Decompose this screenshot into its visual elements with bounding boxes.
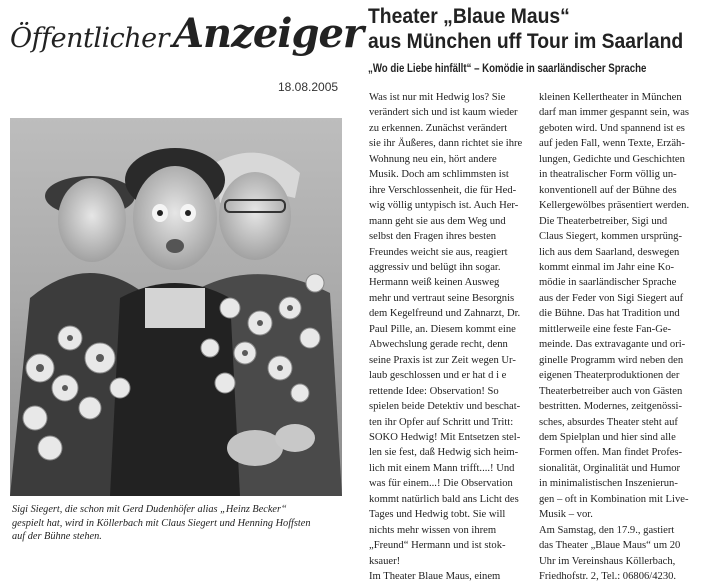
text-line: darf man immer gespannt sein, was — [539, 107, 690, 119]
text-line: nichts mehr wissen von ihrem — [369, 524, 497, 536]
text-line: selbst den Fragen ihres besten — [369, 231, 497, 243]
text-line: Im Theater Blaue Maus, einem — [369, 571, 501, 583]
text-line: konventionell auf der Bühne des — [539, 184, 677, 196]
text-line: mann geht sie aus dem Weg und — [369, 215, 506, 227]
masthead-word-1: Öffentlicher — [10, 23, 170, 54]
text-line: Wohnung neu ein, hört andere — [369, 153, 497, 165]
text-line: seine Praxis ist zur Zeit wegen Ur- — [369, 354, 516, 366]
text-line: rettende Idee: Observation! So — [369, 385, 499, 397]
performers-photo-illustration — [10, 118, 342, 496]
text-line: Hermann weiß keinen Ausweg — [369, 277, 500, 289]
text-line: geboten wird. Und spannend ist es — [539, 122, 685, 134]
article-subheadline: „Wo die Liebe hinfällt“ – Komödie in saarländischer Sprache — [368, 63, 647, 75]
article-headline — [368, 4, 684, 54]
masthead-word-2: Anzeiger — [173, 10, 363, 57]
text-line: kommt einmal im Jahr eine Ko- — [539, 261, 675, 273]
text-line: lich mit einem Mann trifft....! Und — [369, 462, 515, 474]
text-line: Kellergewölbes präsentiert werden. — [539, 200, 690, 212]
text-line: ihre Verschlossenheit, die für Hed- — [369, 184, 517, 196]
text-line: gen – oft in Kombination mit Live- — [539, 493, 689, 505]
caption-line: auf der Bühne stehen. — [12, 531, 102, 542]
text-line: aggressiv und belügt ihn sogar. — [369, 261, 501, 273]
text-line: „Freund“ Hermann und ist stok- — [369, 540, 506, 552]
text-line: Tages und Hedwig tobt. Sie will — [369, 509, 506, 521]
text-line: zu erkennen. Zunächst verändert — [369, 122, 508, 134]
text-line: ksauer! — [369, 555, 401, 567]
text-line: Was ist nur mit Hedwig los? Sie — [369, 92, 506, 103]
text-line: Musik. Doch am schlimmsten ist — [369, 169, 509, 181]
text-line: Theaterbetreiber auch von Gästen — [539, 385, 683, 397]
article-column-1 — [369, 90, 531, 585]
text-line: Formen offen. Man findet Profes- — [539, 447, 683, 459]
text-line: die Bühne. Das hat Tradition und — [539, 308, 680, 320]
text-line: Claus Siegert, kommen ursprüng- — [539, 231, 682, 243]
text-line: sie ihr Äußeres, dann richtet sie ihre — [369, 138, 523, 150]
text-line: lich aus dem Saarland, deswegen — [539, 246, 680, 258]
text-line: Paul Pille, an. Diesem kommt eine — [369, 323, 516, 335]
text-line: auf jeden Fall, wenn Texte, Erzäh- — [539, 138, 685, 150]
headline-line-1: Theater „Blaue Maus“ — [368, 5, 570, 28]
text-line: Friedhofstr. 2, Tel.: 06806/4230. — [539, 571, 677, 583]
issue-date: 18.08.2005 — [278, 80, 339, 94]
text-line: sionalität, Orginalität und Humor — [539, 462, 681, 474]
text-line: aus der Feder von Sigi Siegert auf — [539, 292, 684, 304]
text-line: spielen beide Detektiv und beschat- — [369, 401, 521, 413]
article-column-2 — [539, 90, 705, 585]
text-line: lungen, Gedichte und Geschichten — [539, 153, 685, 165]
text-line: mödie in saarländischer Sprache — [539, 277, 677, 289]
text-line: Am Samstag, den 17.9., gastiert — [539, 524, 675, 536]
text-line: was für einem...! Die Observation — [369, 478, 513, 490]
text-line: in theatralischer Form völlig un- — [539, 169, 677, 181]
text-line: kleinen Kellertheater in München — [539, 92, 682, 103]
photo-caption — [12, 503, 347, 544]
text-line: in minimalistischen Inszenierun- — [539, 478, 678, 490]
text-line: mittlerweile eine feste Fan-Ge- — [539, 323, 672, 335]
newspaper-masthead — [10, 10, 363, 60]
text-line: Die Theaterbetreiber, Sigi und — [539, 215, 668, 227]
caption-line: gespielt hat, wird in Köllerbach mit Claus Siegert und Henning Hoffsten — [12, 517, 311, 529]
text-line: mehr und vertraut seine Besorgnis — [369, 292, 515, 304]
text-line: ginelle Programm wird neben den — [539, 354, 684, 366]
text-line: wig völlig untypisch ist. Auch Her- — [369, 200, 519, 212]
text-line: Freundes weicht sie aus, reagiert — [369, 246, 508, 258]
text-line: dem Kegelfreund und Zahnarzt, Dr. — [369, 308, 521, 320]
text-line: sches, absurdes Theater steht auf — [539, 416, 678, 428]
text-line: len sie fest, daß Hedwig sich heim- — [369, 447, 519, 459]
text-line: bestritten. Modernes, zeitgenössi- — [539, 401, 682, 413]
text-line: das Theater „Blaue Maus“ um 20 — [539, 540, 681, 552]
text-line: SOKO Hedwig! Mit Entsetzen stel- — [369, 431, 521, 443]
headline-line-2: aus München uff Tour im Saarland — [368, 30, 684, 53]
text-line: Abwechslung gerade recht, denn — [369, 339, 508, 351]
text-line: Uhr im Vereinshaus Köllerbach, — [539, 555, 676, 567]
caption-line: Sigi Siegert, die schon mit Gerd Dudenhöfer alias „Heinz Becker“ — [12, 504, 287, 515]
text-line: kommt natürlich bald ans Licht des — [369, 493, 519, 505]
text-line: dem Spielplan und hier sind alle — [539, 431, 676, 443]
text-line: meinde. Das extravagante und ori- — [539, 339, 686, 351]
text-line: laub geschlossen und er hat d i e — [369, 370, 507, 382]
text-line: eigenen Theaterproduktionen der — [539, 370, 680, 382]
text-line: ten ihr Opfer auf Schritt und Tritt: — [369, 416, 514, 428]
article-photo — [10, 118, 342, 496]
text-line: Musik – vor. — [539, 509, 593, 521]
text-line: verändert sich und ist kaum wieder — [369, 107, 518, 119]
